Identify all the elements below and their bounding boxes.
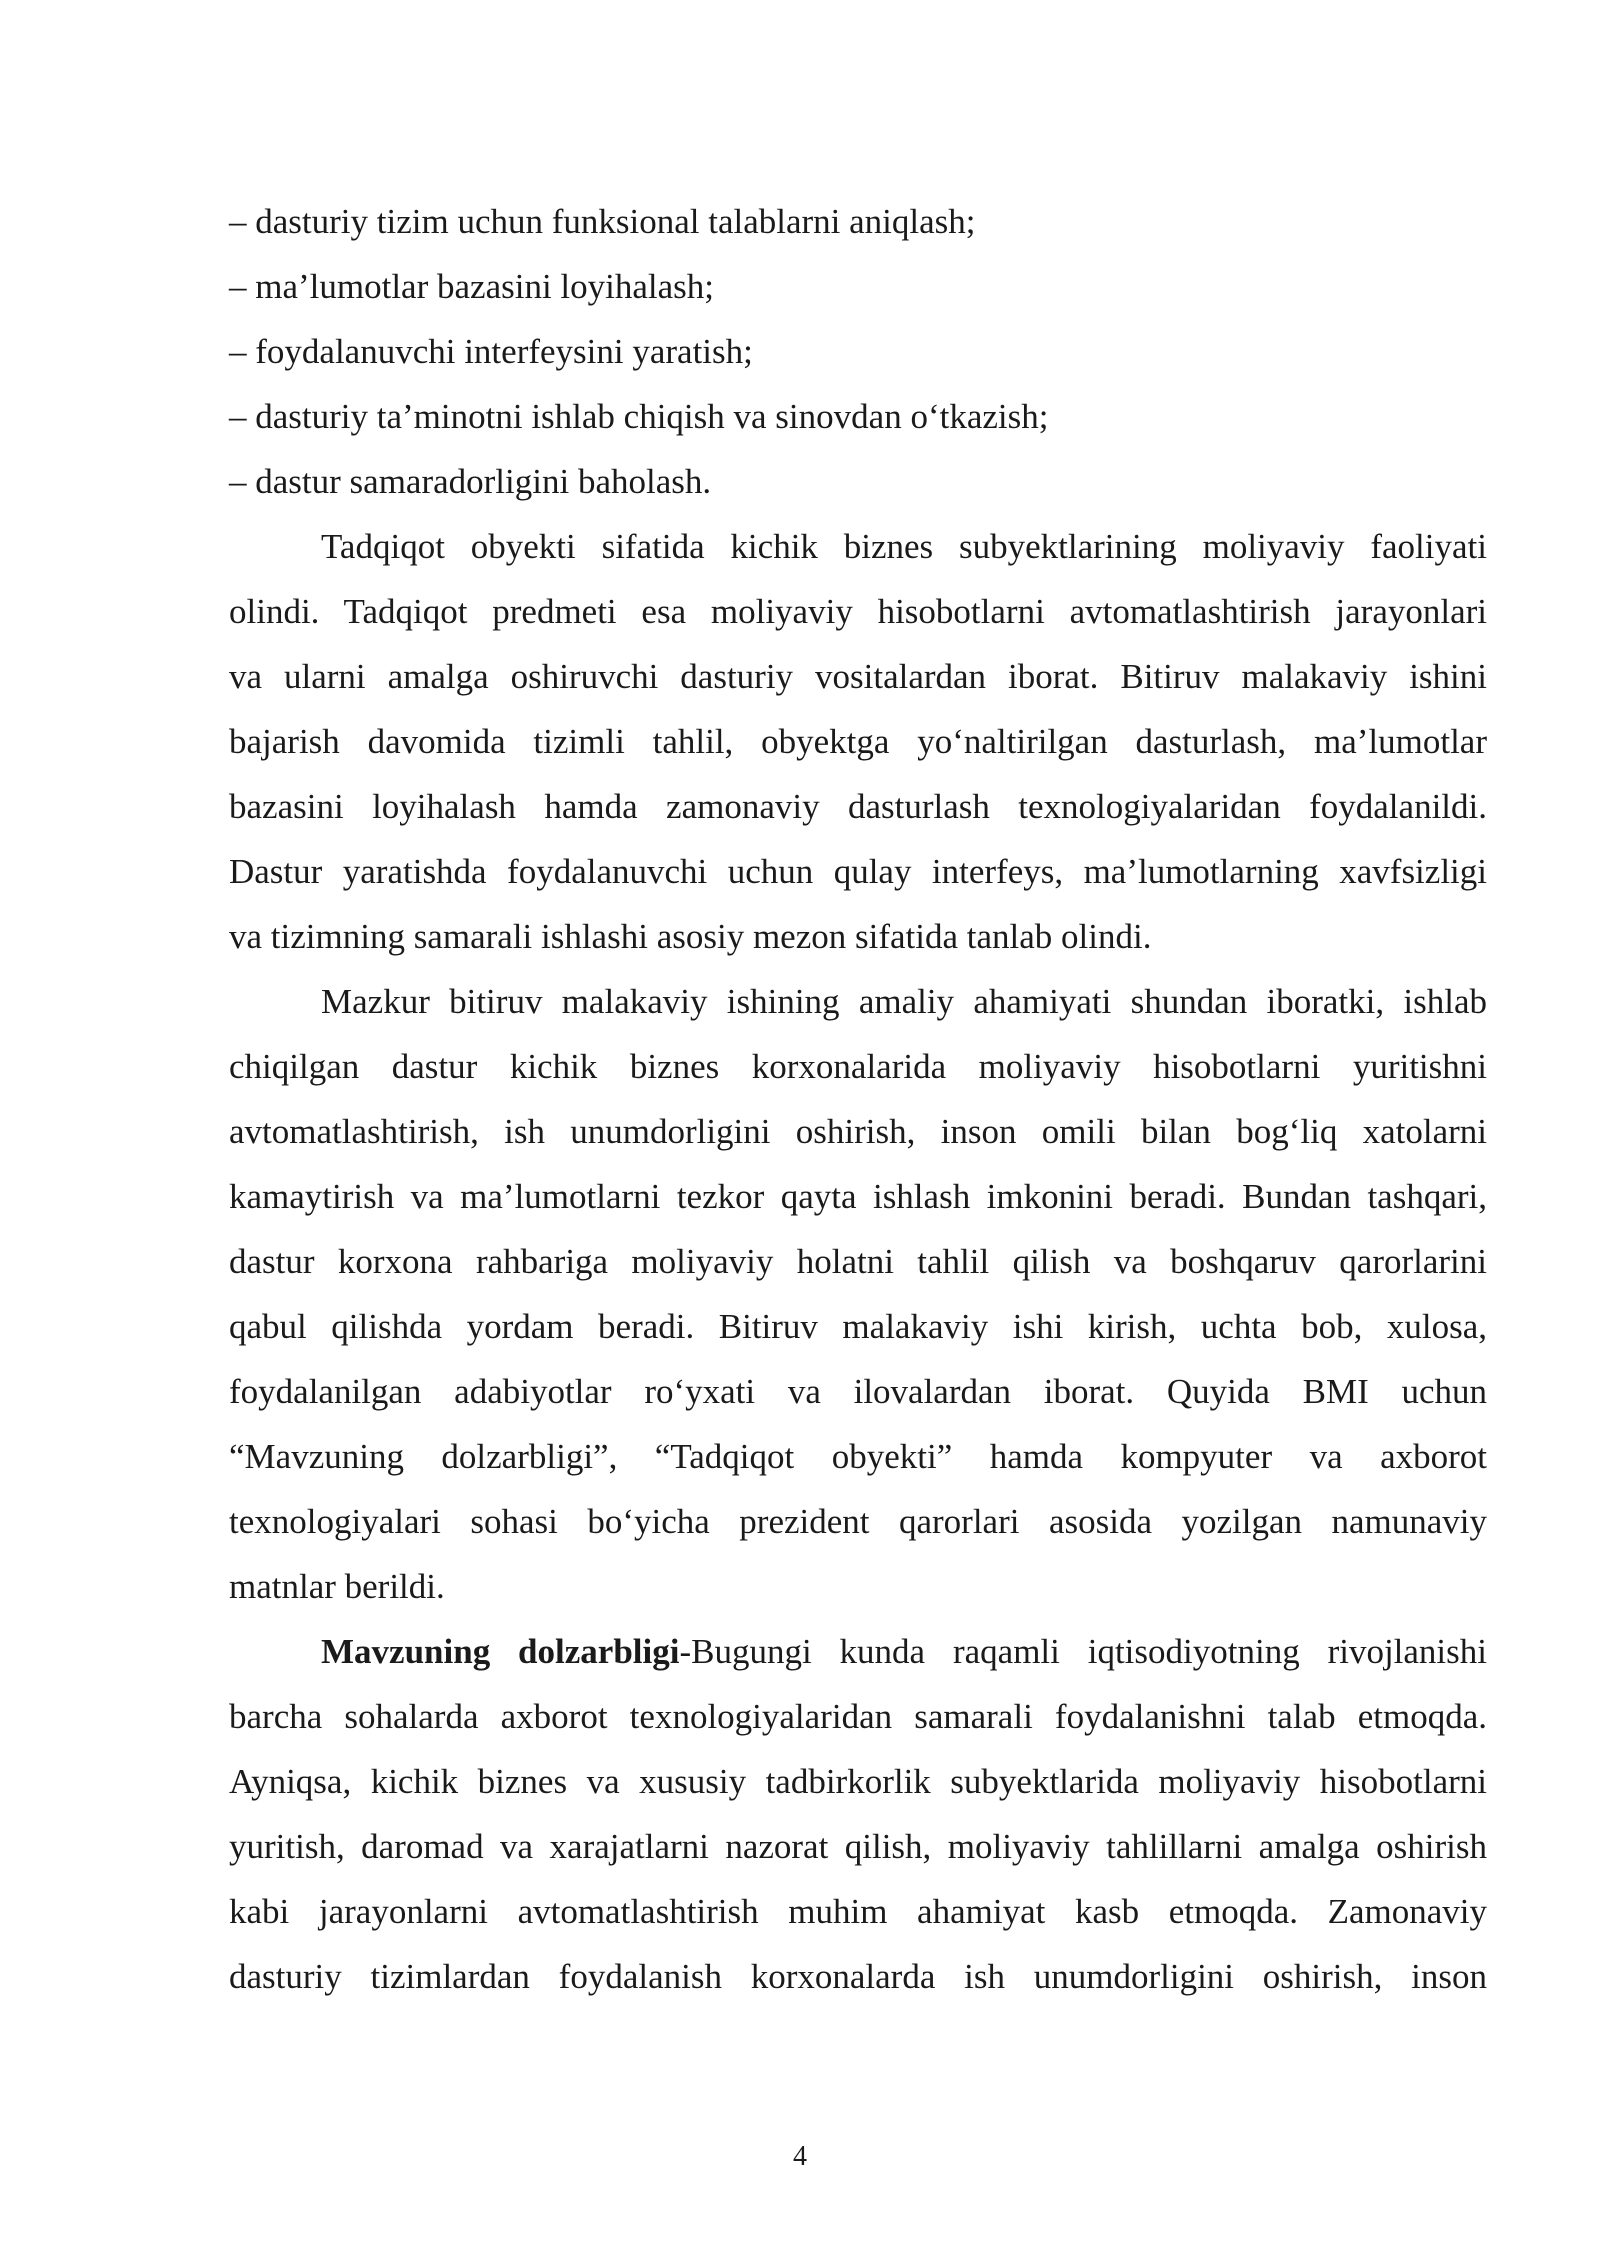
paragraph-line: Dastur yaratishda foydalanuvchi uchun qulay interfeys, ma’lumotlarning xavfsizligi	[229, 852, 1487, 891]
paragraph-line: yuritish, daromad va xarajatlarni nazorat qilish, moliyaviy tahlillarni amalga oshirish	[229, 1827, 1487, 1866]
list-item: – dastur samaradorligini baholash.	[229, 462, 712, 501]
paragraph-line: va ularni amalga oshiruvchi dasturiy vositalardan iborat. Bitiruv malakaviy ishini	[229, 657, 1487, 696]
paragraph-research-object	[229, 514, 1487, 969]
paragraph-line	[229, 1619, 1487, 1684]
heading-continuation: -Bugungi kunda raqamli iqtisodiyotning rivojlanishi	[679, 1632, 1487, 1671]
paragraph-topic-relevance	[229, 1619, 1487, 2009]
paragraph-line: Ayniqsa, kichik biznes va xususiy tadbirkorlik subyektlarida moliyaviy hisobotlarni	[229, 1762, 1487, 1801]
paragraph-line: avtomatlashtirish, ish unumdorligini oshirish, inson omili bilan bog‘liq xatolarni	[229, 1112, 1487, 1151]
paragraph-practical-significance	[229, 969, 1487, 1619]
document-page	[229, 189, 1487, 2009]
list-item: – dasturiy tizim uchun funksional talablarni aniqlash;	[229, 202, 976, 241]
paragraph-line: texnologiyalari sohasi bo‘yicha prezident qarorlari asosida yozilgan namunaviy	[229, 1502, 1487, 1541]
bullet-list	[229, 189, 1487, 514]
list-item: – dasturiy ta’minotni ishlab chiqish va sinovdan o‘tkazish;	[229, 397, 1049, 436]
paragraph-line: kamaytirish va ma’lumotlarni tezkor qayta ishlash imkonini beradi. Bundan tashqari,	[229, 1177, 1487, 1216]
paragraph-line: dasturiy tizimlardan foydalanish korxonalarda ish unumdorligini oshirish, inson	[229, 1957, 1487, 1996]
paragraph-line: matnlar berildi.	[229, 1567, 445, 1606]
paragraph-line: olindi. Tadqiqot predmeti esa moliyaviy hisobotlarni avtomatlashtirish jarayonlari	[229, 592, 1487, 631]
paragraph-line: barcha sohalarda axborot texnologiyalaridan samarali foydalanishni talab etmoqda.	[229, 1697, 1487, 1736]
paragraph-line: bazasini loyihalash hamda zamonaviy dasturlash texnologiyalaridan foydalanildi.	[229, 787, 1487, 826]
list-item: – foydalanuvchi interfeysini yaratish;	[229, 332, 753, 371]
paragraph-line: Tadqiqot obyekti sifatida kichik biznes subyektlarining moliyaviy faoliyati	[321, 527, 1487, 566]
list-item: – ma’lumotlar bazasini loyihalash;	[229, 267, 715, 306]
paragraph-line: foydalanilgan adabiyotlar ro‘yxati va ilovalardan iborat. Quyida BMI uchun	[229, 1372, 1487, 1411]
paragraph-line: bajarish davomida tizimli tahlil, obyektga yo‘naltirilgan dasturlash, ma’lumotlar	[229, 722, 1487, 761]
section-heading: Mavzuning dolzarbligi	[321, 1632, 680, 1671]
paragraph-line: “Mavzuning dolzarbligi”, “Tadqiqot obyekti” hamda kompyuter va axborot	[229, 1437, 1487, 1476]
paragraph-line: chiqilgan dastur kichik biznes korxonalarida moliyaviy hisobotlarni yuritishni	[229, 1047, 1487, 1086]
paragraph-line: kabi jarayonlarni avtomatlashtirish muhim ahamiyat kasb etmoqda. Zamonaviy	[229, 1892, 1487, 1931]
paragraph-line: dastur korxona rahbariga moliyaviy holatni tahlil qilish va boshqaruv qarorlarini	[229, 1242, 1487, 1281]
paragraph-line: qabul qilishda yordam beradi. Bitiruv malakaviy ishi kirish, uchta bob, xulosa,	[229, 1307, 1487, 1346]
page-number: 4	[793, 2141, 807, 2172]
paragraph-line: va tizimning samarali ishlashi asosiy mezon sifatida tanlab olindi.	[229, 917, 1152, 956]
paragraph-line: Mazkur bitiruv malakaviy ishining amaliy ahamiyati shundan iboratki, ishlab	[321, 982, 1487, 1021]
